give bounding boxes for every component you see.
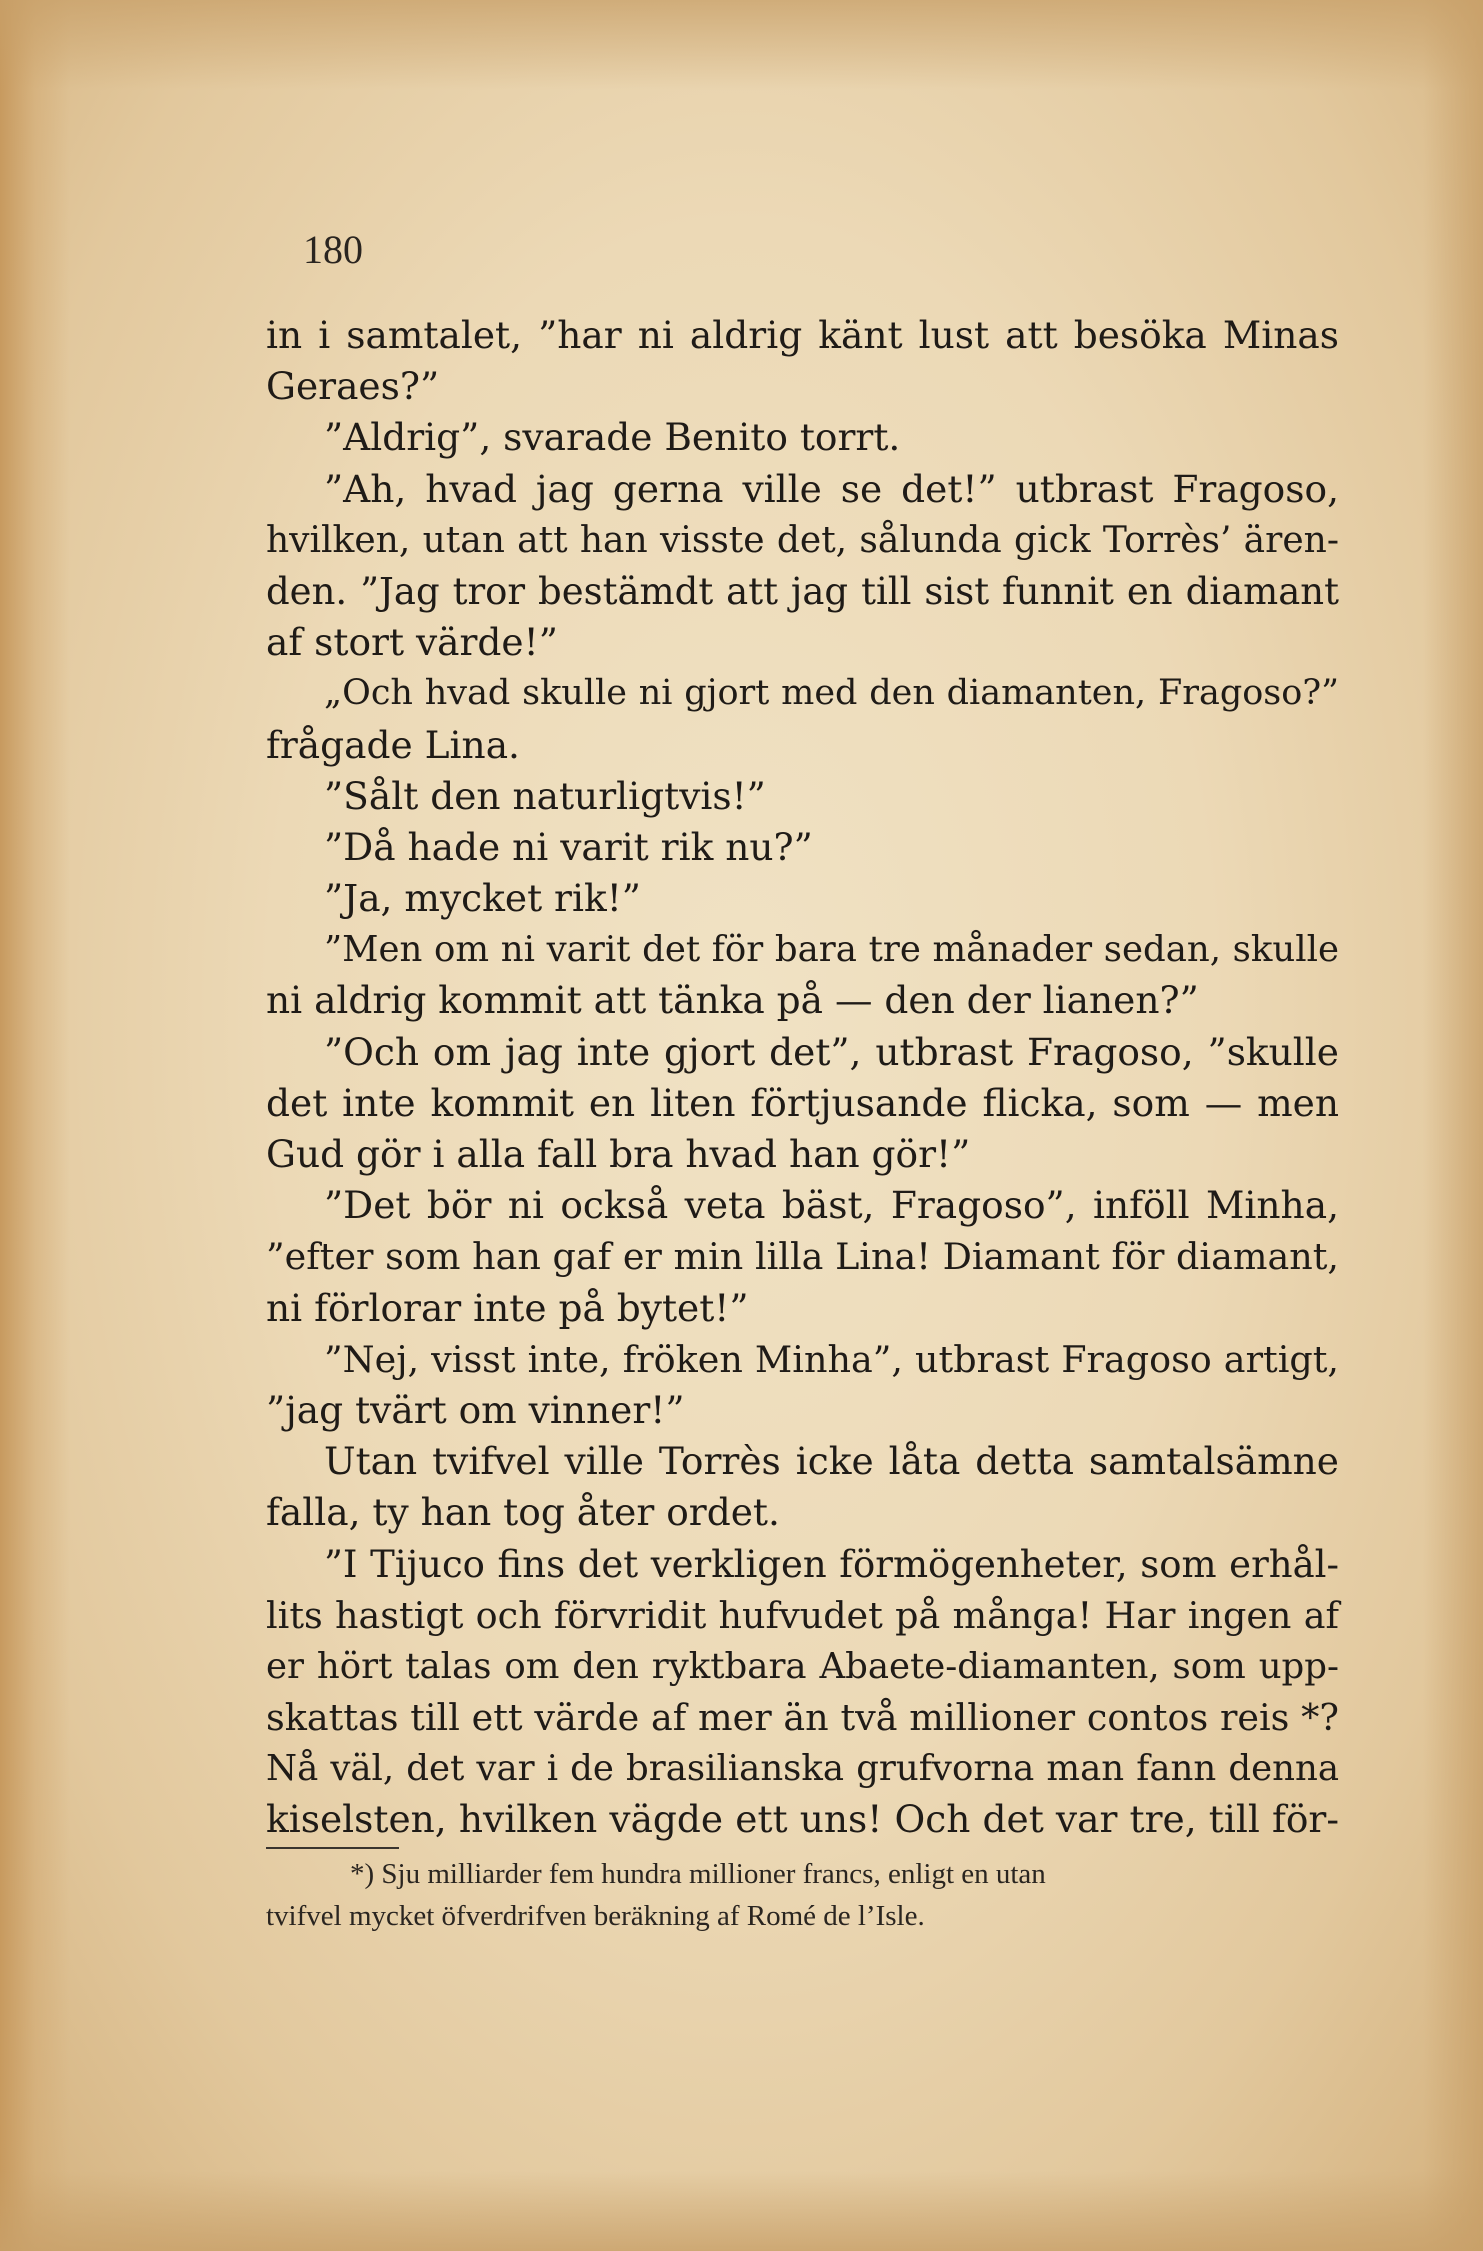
text-line: ”Och om jag inte gjort det”, utbrast Fragoso, ”skulle (324, 1029, 1339, 1074)
text-line: Nå väl, det var i de brasilianska grufvorna man fann denna (266, 1748, 1339, 1790)
text-line: det inte kommit en liten förtjusande flicka, som — men (266, 1080, 1339, 1125)
text-line: ”Nej, visst inte, fröken Minha”, utbrast Fragoso artigt, (324, 1337, 1339, 1381)
footnote (266, 1853, 1339, 1937)
text-line: den. ”Jag tror bestämdt att jag till sist funnit en diamant (266, 569, 1339, 613)
text-line: hvilken, utan att han visste det, sålunda gick Torrès’ ären- (266, 519, 1339, 561)
text-line: ”Ja, mycket rik!” (324, 876, 641, 921)
text-line: er hört talas om den ryktbara Abaete-diamanten, som upp- (266, 1645, 1339, 1687)
page-number: 180 (303, 227, 363, 272)
footnote-line: tvifvel mycket öfverdrifven beräkning af Romé de l’Isle. (266, 1900, 925, 1932)
text-line: ”Det bör ni också veta bäst, Fragoso”, inföll Minha, (324, 1183, 1339, 1228)
text-line: Gud gör i alla fall bra hvad han gör!” (266, 1132, 971, 1176)
text-line: ni aldrig kommit att tänka på — den der lianen?” (266, 978, 1199, 1023)
page-edge-shadow-bottom (0, 2171, 1483, 2251)
text-line: frågade Lina. (266, 722, 520, 767)
text-line: af stort värde!” (266, 620, 558, 665)
text-line: ”Då hade ni varit rik nu?” (324, 824, 813, 869)
text-line: falla, ty han tog åter ordet. (266, 1490, 780, 1535)
footnote-rule (266, 1847, 399, 1849)
text-line: ”Men om ni varit det för bara tre månader sedan, skulle (324, 929, 1339, 971)
text-line: Utan tvifvel ville Torrès icke låta detta samtalsämne (324, 1439, 1339, 1484)
text-line: ni förlorar inte på bytet!” (266, 1285, 749, 1330)
footnote-line: *) Sju milliarder fem hundra millioner francs, enligt en utan (350, 1858, 1046, 1890)
text-line: „Och hvad skulle ni gjort med den diamanten, Fragoso?” (324, 673, 1339, 714)
text-line: in i samtalet, ”har ni aldrig känt lust att besöka Minas (266, 313, 1339, 357)
text-line: ”efter som han gaf er min lilla Lina! Diamant för diamant, (266, 1235, 1339, 1279)
body-text (266, 310, 1339, 1846)
text-line: ”I Tijuco fins det verkligen förmögenheter, som erhål- (324, 1542, 1339, 1586)
text-line: ”Sålt den naturligtvis!” (324, 773, 766, 818)
text-line: ”jag tvärt om vinner!” (266, 1387, 685, 1432)
text-line: kiselsten, hvilken vägde ett uns! Och det var tre, till för- (266, 1797, 1339, 1842)
text-line: ”Ah, hvad jag gerna ville se det!” utbrast Fragoso, (324, 466, 1339, 511)
text-line: ”Aldrig”, svarade Benito torrt. (324, 415, 901, 460)
text-line: Geraes?” (266, 364, 440, 409)
text-line: lits hastigt och förvridit hufvudet på många! Har ingen af (266, 1593, 1339, 1637)
page-edge-shadow-right (1423, 0, 1483, 2251)
text-line: skattas till ett värde af mer än två millioner contos reis *? (266, 1696, 1339, 1740)
